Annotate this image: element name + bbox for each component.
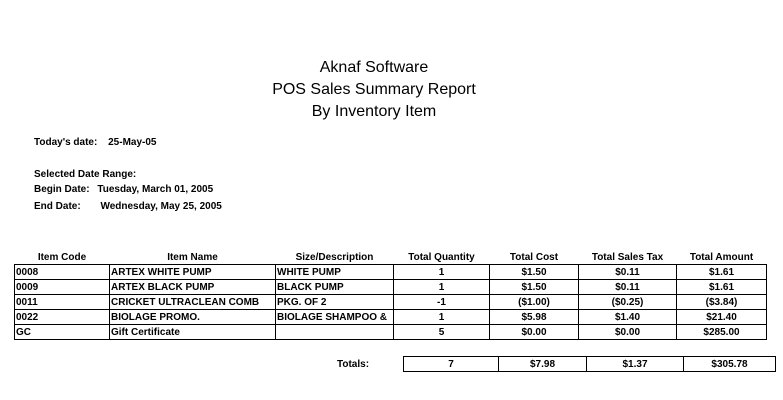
sales-tax-cell: $0.00	[579, 325, 677, 340]
amount-cell: $21.40	[677, 310, 767, 325]
todays-date-label: Today's date:	[34, 137, 98, 148]
table-row	[15, 325, 767, 340]
todays-date-value: 25-May-05	[108, 137, 157, 148]
quantity-cell: 5	[394, 325, 490, 340]
table-row	[15, 295, 767, 310]
cost-cell: $1.50	[490, 280, 579, 295]
size-description-cell: WHITE PUMP	[276, 265, 394, 280]
quantity-cell: -1	[394, 295, 490, 310]
column-header-total-sales-tax: Total Sales Tax	[591, 251, 664, 263]
item-code-cell: GC	[15, 325, 110, 340]
column-header-size-description: Size/Description	[295, 251, 374, 263]
size-description-cell	[276, 325, 394, 340]
quantity-cell: 1	[394, 265, 490, 280]
cost-cell: $5.98	[490, 310, 579, 325]
size-description-cell: BLACK PUMP	[276, 280, 394, 295]
total-cost: $7.98	[499, 357, 587, 372]
company-name: Aknaf Software	[319, 59, 429, 76]
item-code-cell: 0009	[15, 280, 110, 295]
item-code-cell: 0011	[15, 295, 110, 310]
item-code-cell: 0022	[15, 310, 110, 325]
cost-cell: ($1.00)	[490, 295, 579, 310]
totals-label: Totals:	[337, 359, 370, 370]
size-description-cell: PKG. OF 2	[276, 295, 394, 310]
item-name-cell: CRICKET ULTRACLEAN COMB	[110, 295, 276, 310]
sales-tax-cell: $0.11	[579, 280, 677, 295]
column-header-total-quantity: Total Quantity	[408, 251, 475, 263]
column-header-total-cost: Total Cost	[509, 251, 559, 263]
amount-cell: $1.61	[677, 265, 767, 280]
sales-tax-cell: $0.11	[579, 265, 677, 280]
total-amount: $305.78	[684, 357, 776, 372]
end-date-row	[34, 201, 222, 212]
item-name-cell: Gift Certificate	[110, 325, 276, 340]
totals-row	[404, 357, 776, 372]
sales-tax-cell: $1.40	[579, 310, 677, 325]
begin-date-value: Tuesday, March 01, 2005	[97, 184, 214, 195]
total-quantity: 7	[404, 357, 499, 372]
todays-date-row	[34, 137, 156, 148]
begin-date-label: Begin Date:	[34, 184, 90, 195]
table-header-row	[15, 250, 767, 265]
amount-cell: $285.00	[677, 325, 767, 340]
cost-cell: $1.50	[490, 265, 579, 280]
amount-cell: ($3.84)	[677, 295, 767, 310]
total-sales-tax: $1.37	[587, 357, 684, 372]
table-row	[15, 265, 767, 280]
item-code-cell: 0008	[15, 265, 110, 280]
item-name-cell: ARTEX BLACK PUMP	[110, 280, 276, 295]
column-header-item-code: Item Code	[37, 251, 87, 263]
table-row	[15, 280, 767, 295]
end-date-value: Wednesday, May 25, 2005	[100, 201, 222, 212]
quantity-cell: 1	[394, 280, 490, 295]
date-range-label: Selected Date Range:	[34, 169, 137, 180]
item-name-cell: ARTEX WHITE PUMP	[110, 265, 276, 280]
sales-tax-cell: ($0.25)	[579, 295, 677, 310]
items-table	[14, 250, 767, 340]
column-header-total-amount: Total Amount	[689, 251, 754, 263]
totals-table	[403, 356, 776, 372]
end-date-label: End Date:	[34, 201, 81, 212]
begin-date-row	[34, 184, 213, 195]
report-title: POS Sales Summary Report	[272, 81, 476, 98]
column-header-item-name: Item Name	[167, 251, 218, 263]
table-row	[15, 310, 767, 325]
cost-cell: $0.00	[490, 325, 579, 340]
item-name-cell: BIOLAGE PROMO.	[110, 310, 276, 325]
size-description-cell: BIOLAGE SHAMPOO &	[276, 310, 394, 325]
amount-cell: $1.61	[677, 280, 767, 295]
report-subtitle: By Inventory Item	[311, 103, 437, 120]
quantity-cell: 1	[394, 310, 490, 325]
